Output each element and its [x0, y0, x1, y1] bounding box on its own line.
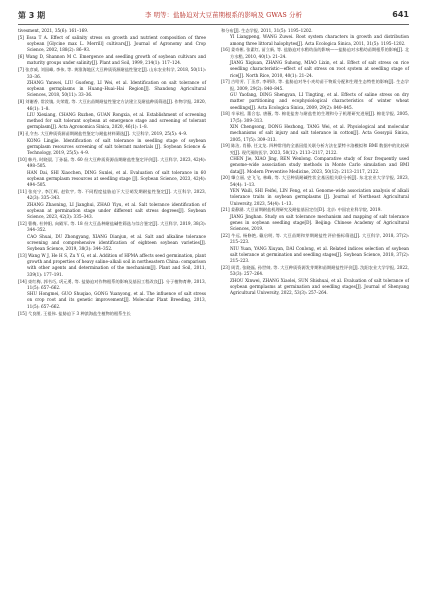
reference-entry: [6] Wang D, Shannon M C. Emergence and seedling growth of soybean cultivars and maturity groups under salinity[J]. Plant and Soil, 1999, 214(1): 117–124. [18, 54, 208, 66]
reference-entry: [7] 张彦威, 刘国峰, 李伟, 等. 黄淮海地区大豆种质资源耐盐性鉴定[J]. 山东农业科学, 2018, 50(11): 33–36. ZHANG Yanwei, LIU Guofeng, LI Wei, et al. Identification on salt tolerance of soybean germplasms in Huang–Huai–Hai Region[J]. Shandong Agricultural Sciences, 2018, 50(11): 33–36. [18, 67, 206, 98]
reference-list-left [18, 28, 206, 588]
page-number: 641 [392, 10, 409, 19]
header-rule [18, 24, 409, 25]
reference-entry: [13] Wang W J, He H S, Zu Y G, et al. Addition of HPMA affects seed germination, plant growth and properties of heavy saline–alkali soil in northeastern China: comparison with other agents and determination of the mechanism[J]. Plant and Soil, 2011, 339(1): 177–191. [18, 252, 208, 277]
reference-entry: [14] 束红梅, 郭书巧, 巩元勇, 等. 盐胁迫对作物根系的影响及基因工程改良[J]. 分子植物育种, 2013, 11(5): 657–662. SHU Hongmei, GUO Shuqiao, GONG Yuanyong, et al. The influence of salt stress on crop root and its genetic improvement[J]. Molecular Plant Breeding, 2013, 11(5): 657–662. [18, 278, 206, 309]
reference-entry: [5] Essa T A. Effect of salinity stress on growth and nutrient composition of three soybean [Glycine max L. Merrill] cultivars[J]. Journal of Agronomy and Crop Science, 2002, 188(2): 86–93. [18, 34, 208, 53]
reference-entry: [12] 曹梅, 杜钟阳, 向殿军, 等. 18 份大豆品种耐盐碱性筛选与综合鉴定[J]. 大豆科学, 2019, 38(3): 344–352. CAO Shuai, DU Zhongyang, XIANG Dianjun, et al. Salt and alkaline tolerance screening and comprehensive identification of eighteen soybean varieties[J]. Soybean Science, 2019, 38(3): 344–352. [18, 220, 206, 252]
reference-entry: [19] 陈洁, 肖静, 任文龙. 四种常用的全基因组关联分析方法在蒙特卡洛模拟和 BMI 数据中的比较研究[J]. 现代预防医学, 2023, 50(12): 2113–2117, 2122. CHEN Jie, XIAO Jing, REN Wenlong. Comparative study of four frequently used genome–wide association study methods in Monte Carlo simulation and BMI data[J]. Modern Preventive Medicine, 2023, 50(12): 2113–2117, 2122. [221, 143, 409, 174]
reference-entry: [9] 孔令杰. 大豆种质资源苗期耐盐性鉴定与耐盐材料筛选[J]. 大豆科学, 2019, 25(5): 4–9. KONG Lingjie. Identification of salt tolerance in seedling stage of soybean germplasm resources screening of salt tolerant materials [J]. Soybean Science & Technology, 2019, 25(5): 4–9. [18, 131, 206, 156]
reference-entry: [17] 古哈芳, 丁圣彦, 李明珍, 等. 盐胁迫对冬小麦幼苗干物质分配和生理生态特性的影响[J]. 生态学报, 2009, 29(2): 840–845. GU Yaofang, DING Shengyan, LI Tingting, et al. Effects of saline stress on dry matter partitioning and ecophysiological characteristics of winter wheat seedlings[J]. Acta Ecologica Sinica, 2009, 29(2): 840–845. [221, 79, 409, 110]
reference-entry: [16] 姜奇彬, 张素红, 苗立新, 等. 盐胁迫对水稻幼苗的影响——盐胁迫对水稻幼苗期根系的影响[J]. 北方水稻, 2010, 40(1): 21–24. JIANG Xiqiuan, ZHANG Suhong, MIAO Lixin, et al. Effect of salt stress on rice seedling characteristic—effect of salt stress on root system at seedling stage of rice[J]. North Rice, 2010, 40(1): 21–24. [221, 47, 409, 78]
reference-entry: [20] 肇立丽, 史飞飞, 林峰, 等. 大豆种质耐碱性状全基因组关联分析[J]. 东北农业大学学报, 2023, 54(4): 1–13. YEN Waili, SHI Feifei, LIN Feng, et al. Genome–wide association analysis of alkali tolerance traits in soybean germplasms [J]. Journal of Northeast Agricultural University, 2023, 54(4): 1–13. [221, 175, 409, 206]
reference-entry: 和分布[J]. 生态学报, 2011, 31(5): 1195–1202. YI Liangpeng, WANG Zuwei. Root system characters in growth and distribution among three littoral halophytes[J]. Acta Ecologica Sinica, 2011, 31(5): 1195–1202. [221, 28, 409, 46]
reference-entry: [15] 弋良朋, 王祖伟. 盐胁迫下 3 种滨海盐生植物的根系生长 [18, 310, 131, 316]
running-header [18, 10, 409, 22]
reference-entry: [22] 牛远, 杨修艳, 戴启明, 等. 大豆苗期和芽期耐盐性评价指标筛选[J]. 大豆科学, 2018, 37(2): 215–223. NIU Yuan, YANG Xiuyan, DAI Conlong, et al. Related indices selection of soybean salt tolerance at germination and seedling stages[J]. Soybean Science, 2018, 37(2): 215–223. [221, 233, 409, 264]
reference-entry: [23] 周青, 张晓磊, 孙世帅, 等. 大豆种质资源发芽期和苗期耐盐性评价[J]. 沈阳农业大学学报, 2022, 53(3): 257–264. ZHOU Xinwei, ZHANG Xiaolei, SUN Shishuai, et al. Evaluation of salt tolerance of soybean germplasms at germination and seedling stages[J]. Journal of Shenyang Agricultural University, 2022, 53(3): 257–264. [221, 264, 409, 296]
reference-entry: [21] 姜静涵. 大豆苗期耐盐机理研究及耐盐基因定位[D]. 北京: 中国农业科学院, 2019. JIANG Jinghan. Study on salt tolerance mechanism and mapping of salt tolerance genes in soybean seedling stage[D]. Beijing: Chinese Academy of Agricultural Sciences, 2019. [221, 207, 409, 232]
reference-entry: [10] 韩丹, 时晓晨, 丁孙磊, 等. 60 份大豆种质资源苗期耐盐性鉴定评价[J]. 大豆科学, 2023, 42(4): 498–505. HAN Dai, SHI Xiaochen, DING Sunlei, et al. Evaluation of salt tolerance in 60 soybean germplasm resources at seedling stage [J]. Soybean Science, 2023, 42(4): 494–505. [18, 156, 206, 188]
reference-entry: [18] 辛承松, 董合忠, 唐薇, 等. 棉花盐害与耐盐性的生理和分子机理研究进展[J]. 棉花学报, 2005, 17(5): 309–313. XIN Chengsong, DONG Hezhong, TANG Wei, et al. Physiological and molecular mechanisms of salt injury and salt tolerance in cotton[J]. Acta Gossypii Sinica, 2005, 17(5): 309–313. [221, 111, 409, 142]
reference-entry: [8] 刘谢香, 常汝镇, 关荣霞, 等. 大豆出苗期耐盐性鉴定方法建立及耐盐种质筛选[J]. 作物学报, 2020, 46(1): 1–8. LIU Xiexiang, CHANG Ruzhen, GUAN Rongxia, et al. Establishment of screening method for salt tolerant soybean at emergence stage and screening of tolerant germplasm[J]. Acta Agronomica Sinica, 2020, 46(1): 1–8. [18, 99, 206, 130]
reference-list-right [221, 28, 409, 588]
issue-label: 第 3 期 [18, 11, 46, 20]
reference-entry: [11] 张亮宁, 李江辉, 赵钦宇, 等. 不同程度盐胁迫下大豆萌发期耐盐性鉴定[J]. 大豆科学, 2023, 42(3): 335–343. ZHANG Zhaoning, LI Jianghui, ZHAO Yiyu, et al. Salt tolerance identification of soybean at germination stage under different salt stress degrees[J]. Soybean Science, 2023, 42(3): 335–343. [18, 188, 206, 220]
reference-entry: tivesment, 2021, 35(6): 161–169. [18, 28, 89, 33]
running-title: 李 明等：盐胁迫对大豆苗期根系的影响及 GWAS 分析 [145, 11, 302, 19]
